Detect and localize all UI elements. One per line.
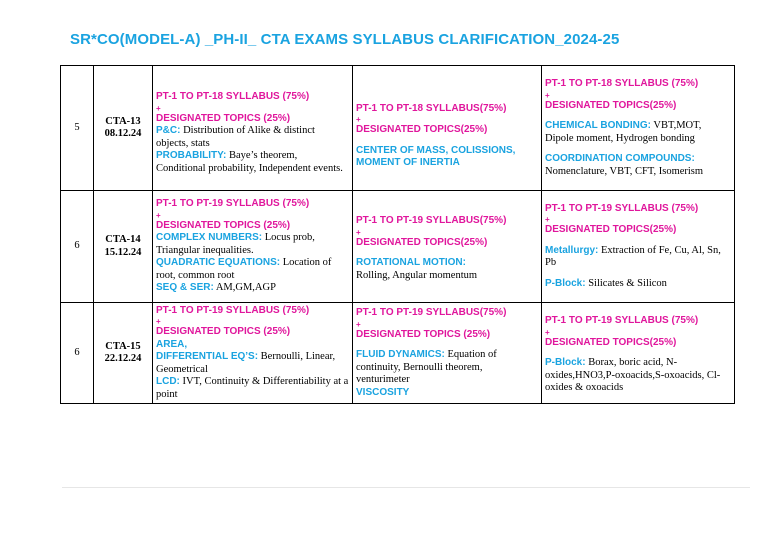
syllabus-table <box>60 65 735 404</box>
chemistry-cell <box>542 191 735 303</box>
designated-line: DESIGNATED TOPICS (25%) <box>156 112 291 124</box>
chemistry-cell <box>542 303 735 404</box>
plus-sign: + <box>356 227 361 237</box>
plus-sign: + <box>156 210 161 220</box>
maths-cell <box>153 303 353 404</box>
topic-label: FLUID DYNAMICS: <box>356 349 445 360</box>
designated-line: DESIGNATED TOPICS(25%) <box>545 224 677 236</box>
exam-cell <box>94 191 153 303</box>
topic-line <box>356 257 538 282</box>
designated-line: DESIGNATED TOPICS(25%) <box>545 336 677 348</box>
plus-sign: + <box>156 103 161 113</box>
exam-date: 22.12.24 <box>104 353 142 364</box>
topic-label: Metallurgy: <box>545 244 599 256</box>
topic-label: CHEMICAL BONDING: <box>545 120 651 131</box>
topic-label: COORDINATION COMPOUNDS: <box>545 153 695 164</box>
divider <box>62 487 750 488</box>
topic-text: Equation of continuity, Bernoulli theorem, venturimeter <box>356 349 497 385</box>
topic-text: Location of root, common root <box>156 257 332 281</box>
topic-label: P-Block: <box>545 357 586 369</box>
designated-line: DESIGNATED TOPICS (25%) <box>156 326 291 338</box>
topic-label: P-Block: <box>545 277 586 289</box>
topic-text: VBT,MOT, Dipole moment, Hydrogen bonding <box>545 120 702 144</box>
topic-line <box>156 376 349 401</box>
table-row <box>61 191 735 303</box>
syllabus-line: PT-1 TO PT-19 SYLLABUS(75%) <box>356 215 507 226</box>
topic-line <box>156 282 349 295</box>
topic-text: Borax, boric acid, N-oxides,HNO3,P-oxoacids,S-oxoacids, Cl-oxides & oxoacids <box>545 357 721 394</box>
topic-text: AM,GM,AGP <box>213 282 276 294</box>
table-row <box>61 66 735 191</box>
plus-sign: + <box>545 327 550 337</box>
serial-number: 6 <box>61 191 94 303</box>
plus-sign: + <box>356 115 361 124</box>
physics-cell <box>353 303 542 404</box>
serial-number: 5 <box>61 66 94 191</box>
plus-sign: + <box>545 90 550 100</box>
topic-label: LCD: <box>156 376 180 388</box>
maths-cell <box>153 191 353 303</box>
syllabus-line: PT-1 TO PT-19 SYLLABUS (75%) <box>545 315 699 327</box>
topic-label: PROBABILITY: <box>156 150 227 161</box>
topic-text: Bernoulli, Linear, Geometrical <box>156 351 336 375</box>
syllabus-line: PT-1 TO PT-18 SYLLABUS (75%) <box>545 78 699 89</box>
plus-sign: + <box>356 319 361 329</box>
topic-text: Baye’s theorem, Conditional probability, Independent events. <box>156 150 343 174</box>
plus-sign: + <box>156 317 161 327</box>
topic-line <box>156 125 349 150</box>
exam-cell <box>94 66 153 191</box>
topic-line <box>545 120 731 145</box>
topic-line <box>156 150 349 175</box>
topic-text: Silicates & Silicon <box>585 277 667 289</box>
exam-cell <box>94 303 153 404</box>
topic-label: ROTATIONAL MOTION: <box>356 257 466 268</box>
table-row <box>61 303 735 404</box>
physics-cell <box>353 66 542 191</box>
topic-line <box>545 153 731 178</box>
topic-line <box>156 257 349 282</box>
syllabus-line: PT-1 TO PT-19 SYLLABUS(75%) <box>356 307 507 318</box>
syllabus-line: PT-1 TO PT-19 SYLLABUS (75%) <box>156 304 310 316</box>
topic-label: VISCOSITY <box>356 386 410 398</box>
topic-label: SEQ & SER: <box>156 282 214 294</box>
topic-line <box>545 357 731 395</box>
topic-line <box>356 349 538 387</box>
topic-text: Extraction of Fe, Cu, Al, Sn, Pb <box>545 244 721 269</box>
topic-label: QUADRATIC EQUATIONS: <box>156 257 281 269</box>
topic-text: Rolling, Angular momentum <box>356 269 478 281</box>
exam-code: CTA-14 <box>105 234 141 245</box>
exam-date: 08.12.24 <box>104 128 142 139</box>
topic-label: COMPLEX NUMBERS: <box>156 232 263 244</box>
serial-number: 6 <box>61 303 94 404</box>
designated-line: DESIGNATED TOPICS(25%) <box>356 236 488 248</box>
topic-text: IVT, Continuity & Differentiability at a point <box>156 376 349 400</box>
exam-code: CTA-15 <box>105 340 141 352</box>
topic-line <box>156 232 349 257</box>
topic-text: Locus prob, Triangular inequalities. <box>156 232 315 256</box>
designated-line: DESIGNATED TOPICS (25%) <box>356 328 491 340</box>
topic-label: P&C: <box>156 125 181 136</box>
topic-line <box>156 351 349 376</box>
chemistry-cell <box>542 66 735 191</box>
physics-cell <box>353 191 542 303</box>
designated-line: DESIGNATED TOPICS (25%) <box>156 219 291 231</box>
syllabus-line: PT-1 TO PT-19 SYLLABUS (75%) <box>545 202 699 214</box>
syllabus-line: PT-1 TO PT-19 SYLLABUS (75%) <box>156 198 310 210</box>
maths-cell <box>153 66 353 191</box>
designated-line: DESIGNATED TOPICS(25%) <box>356 124 488 135</box>
topic-label: AREA, <box>156 338 188 350</box>
topic-text: Nomenclature, VBT, CFT, Isomerism <box>545 165 704 177</box>
syllabus-line: PT-1 TO PT-18 SYLLABUS (75%) <box>156 91 310 102</box>
topic-label: CENTER OF MASS, COLISSIONS, MOMENT OF INERTIA <box>356 144 516 168</box>
exam-date: 15.12.24 <box>104 246 142 258</box>
topic-text: Distribution of Alike & distinct objects, stats <box>156 125 315 149</box>
topic-line <box>545 245 731 270</box>
page-title: SR*CO(MODEL-A) _PH-II_ CTA EXAMS SYLLABUS CLARIFICATION_2024-25 <box>70 31 620 48</box>
designated-line: DESIGNATED TOPICS(25%) <box>545 99 677 111</box>
plus-sign: + <box>545 215 550 225</box>
topic-line <box>545 278 731 291</box>
topic-label: DIFFERENTIAL EQ’S: <box>156 351 259 363</box>
syllabus-line: PT-1 TO PT-18 SYLLABUS(75%) <box>356 102 507 114</box>
exam-code: CTA-13 <box>105 115 141 127</box>
